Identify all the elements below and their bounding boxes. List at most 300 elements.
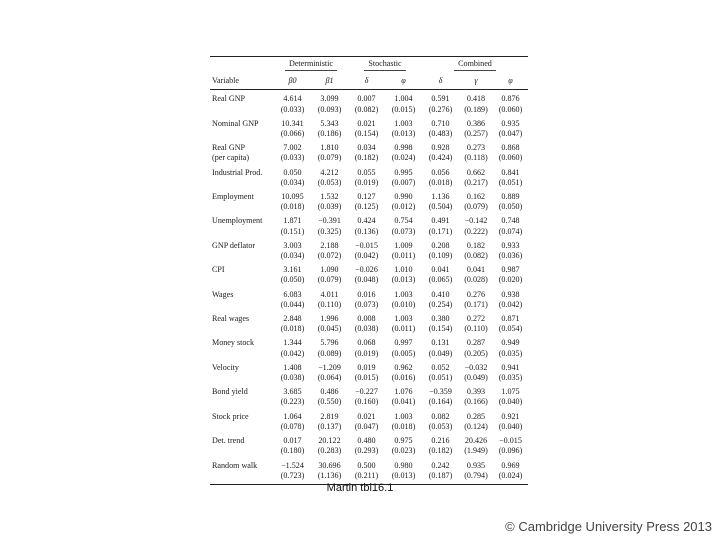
standard-error-cell: (0.205) — [464, 348, 488, 358]
standard-error-cell: (0.189) — [464, 104, 488, 114]
standard-error-cell: (0.024) — [391, 153, 416, 163]
standard-error-cell: (0.211) — [348, 471, 385, 485]
table-row-se — [210, 373, 528, 383]
estimate-cell: −1.209 — [318, 362, 341, 372]
standard-error-cell: (0.042) — [280, 348, 305, 358]
standard-error-cell: (0.483) — [428, 129, 453, 139]
estimate-cell: 1.009 — [394, 240, 413, 250]
table-row — [210, 261, 528, 275]
row-label: Unemployment — [212, 216, 263, 226]
standard-error-cell: (0.047) — [498, 129, 523, 139]
estimate-cell: 0.285 — [466, 411, 486, 421]
standard-error-cell: (0.018) — [280, 324, 305, 334]
standard-error-cell: (0.018) — [391, 421, 416, 431]
row-sublabel — [210, 178, 274, 188]
standard-error-cell: (0.019) — [354, 348, 379, 358]
estimate-cell: −1.524 — [281, 460, 304, 470]
estimate-cell: 0.662 — [466, 167, 486, 177]
table-row — [210, 334, 528, 348]
estimate-cell: 1.076 — [394, 387, 413, 397]
row-sublabel — [210, 227, 274, 237]
estimate-cell: 0.056 — [431, 167, 450, 177]
estimate-cell: −0.015 — [355, 240, 378, 250]
row-label: Bond yield — [212, 387, 248, 397]
standard-error-cell: (0.038) — [354, 324, 379, 334]
standard-error-cell: (0.079) — [317, 153, 342, 163]
standard-error-cell: (0.136) — [354, 226, 379, 236]
estimate-cell: 0.082 — [431, 411, 450, 421]
row-label: Industrial Prod. — [212, 167, 263, 177]
estimate-cell: 1.064 — [283, 411, 302, 421]
standard-error-cell: (0.794) — [459, 471, 493, 485]
table-row-se — [210, 251, 528, 261]
estimate-cell: 0.841 — [501, 167, 520, 177]
estimate-cell: 0.242 — [431, 460, 450, 470]
estimate-cell: 20.426 — [464, 436, 488, 446]
standard-error-cell: (0.020) — [498, 275, 523, 285]
estimate-cell: 0.754 — [394, 216, 413, 226]
standard-error-cell: (0.034) — [280, 251, 305, 261]
estimate-cell: 0.935 — [466, 460, 486, 470]
param-header: β0 — [274, 73, 311, 90]
row-label: Real GNP — [212, 94, 246, 104]
estimate-cell: 0.393 — [466, 387, 486, 397]
row-label: Det. trend — [212, 436, 245, 446]
standard-error-cell: (0.154) — [354, 129, 379, 139]
estimate-cell: 0.272 — [466, 314, 486, 324]
estimate-cell: 0.052 — [431, 362, 450, 372]
standard-error-cell: (0.060) — [498, 153, 523, 163]
estimate-cell: 0.871 — [501, 314, 520, 324]
standard-error-cell: (0.125) — [354, 202, 379, 212]
estimate-cell: 0.962 — [394, 362, 413, 372]
estimate-cell: 0.969 — [501, 460, 520, 470]
estimate-cell: 0.995 — [394, 167, 413, 177]
standard-error-cell: (0.093) — [317, 104, 342, 114]
standard-error-cell: (0.060) — [498, 104, 523, 114]
group-deterministic: Deterministic — [274, 57, 348, 74]
table-row-se — [210, 446, 528, 456]
standard-error-cell: (0.010) — [391, 299, 416, 309]
standard-error-cell: (1.136) — [311, 471, 348, 485]
standard-error-cell: (0.151) — [280, 226, 305, 236]
estimate-cell: 0.928 — [431, 143, 450, 153]
estimate-cell: 1.810 — [320, 143, 339, 153]
estimate-cell: 1.003 — [394, 118, 413, 128]
standard-error-cell: (0.038) — [280, 373, 305, 383]
estimate-cell: 0.998 — [394, 143, 413, 153]
standard-error-cell: (0.050) — [498, 202, 523, 212]
table-row — [210, 212, 528, 226]
row-label: GNP deflator — [212, 240, 256, 250]
estimate-cell: 0.486 — [320, 387, 339, 397]
estimate-cell: 2.848 — [283, 314, 302, 324]
estimate-cell: 1.075 — [501, 387, 520, 397]
standard-error-cell: (0.186) — [317, 129, 342, 139]
estimate-cell: 3.685 — [283, 387, 302, 397]
estimate-cell: 1.003 — [394, 289, 413, 299]
standard-error-cell: (0.109) — [428, 251, 453, 261]
standard-error-cell: (0.118) — [464, 153, 488, 163]
table-row — [210, 286, 528, 300]
estimate-cell: 1.996 — [320, 314, 339, 324]
estimate-cell: 0.007 — [357, 94, 376, 104]
estimate-cell: 4.011 — [320, 289, 339, 299]
param-header: δ — [422, 73, 459, 90]
table-row-se — [210, 397, 528, 407]
standard-error-cell: (0.044) — [280, 299, 305, 309]
estimate-cell: 0.710 — [431, 118, 450, 128]
estimate-cell: 0.949 — [501, 338, 520, 348]
standard-error-cell: (0.217) — [464, 177, 488, 187]
standard-error-cell: (0.079) — [464, 202, 488, 212]
estimate-cell: 0.287 — [466, 338, 486, 348]
standard-error-cell: (0.276) — [428, 104, 453, 114]
estimate-cell: −0.227 — [355, 387, 378, 397]
standard-error-cell: (0.160) — [354, 397, 379, 407]
standard-error-cell: (0.504) — [428, 202, 453, 212]
estimate-cell: 0.008 — [357, 314, 376, 324]
row-label: Random walk — [212, 460, 258, 470]
estimate-cell: 10.095 — [281, 192, 304, 202]
row-label: Stock price — [212, 411, 249, 421]
estimate-cell: 0.131 — [431, 338, 450, 348]
row-label: Money stock — [212, 338, 255, 348]
row-label: CPI — [212, 265, 225, 275]
row-sublabel — [210, 397, 274, 407]
estimate-cell: 0.868 — [501, 143, 520, 153]
standard-error-cell: (0.042) — [498, 299, 523, 309]
row-sublabel — [210, 349, 274, 359]
standard-error-cell: (0.035) — [498, 373, 523, 383]
estimate-cell: 1.004 — [394, 94, 413, 104]
standard-error-cell: (0.064) — [317, 373, 342, 383]
standard-error-cell: (0.066) — [280, 129, 305, 139]
table-row — [210, 237, 528, 251]
standard-error-cell: (0.154) — [428, 324, 453, 334]
standard-error-cell: (0.283) — [317, 446, 342, 456]
estimate-cell: 2.819 — [320, 411, 339, 421]
standard-error-cell: (0.048) — [354, 275, 379, 285]
estimate-cell: 0.041 — [431, 265, 450, 275]
estimate-cell: 5.796 — [320, 338, 339, 348]
standard-error-cell: (0.257) — [464, 129, 488, 139]
estimate-cell: 0.500 — [357, 460, 376, 470]
standard-error-cell: (0.042) — [354, 251, 379, 261]
row-label: Velocity — [212, 362, 239, 372]
standard-error-cell: (0.550) — [317, 397, 342, 407]
standard-error-cell: (0.078) — [280, 421, 305, 431]
table-row — [210, 115, 528, 129]
estimate-cell: 5.343 — [320, 118, 339, 128]
estimate-cell: 0.990 — [394, 192, 413, 202]
estimate-cell: 0.889 — [501, 192, 520, 202]
standard-error-cell: (0.053) — [317, 177, 342, 187]
table-row — [210, 383, 528, 397]
estimate-cell: 1.871 — [283, 216, 302, 226]
table-row — [210, 457, 528, 471]
variable-header: Variable — [210, 73, 274, 90]
estimate-cell: 4.614 — [283, 94, 302, 104]
param-header-row — [210, 73, 528, 90]
standard-error-cell: (0.171) — [428, 226, 453, 236]
estimate-cell: 0.876 — [501, 94, 520, 104]
standard-error-cell: (0.005) — [391, 348, 416, 358]
estimate-cell: 0.987 — [501, 265, 520, 275]
row-sublabel — [210, 129, 274, 139]
standard-error-cell: (0.013) — [391, 129, 416, 139]
estimate-cell: 0.019 — [357, 362, 376, 372]
row-label: Nominal GNP — [212, 118, 259, 128]
estimate-cell: 0.380 — [431, 314, 450, 324]
standard-error-cell: (0.024) — [493, 471, 528, 485]
standard-error-cell: (0.047) — [354, 421, 379, 431]
estimate-cell: 0.162 — [466, 192, 486, 202]
estimate-cell: 0.050 — [283, 167, 302, 177]
estimate-cell: 0.055 — [357, 167, 376, 177]
table-row-se — [210, 227, 528, 237]
table-row — [210, 188, 528, 202]
table-row-se — [210, 178, 528, 188]
standard-error-cell: (0.023) — [391, 446, 416, 456]
estimate-cell: 0.480 — [357, 436, 376, 446]
standard-error-cell: (0.045) — [317, 324, 342, 334]
estimate-cell: 0.068 — [357, 338, 376, 348]
estimate-cell: 0.182 — [466, 240, 486, 250]
estimate-cell: 0.975 — [394, 436, 413, 446]
table-row-se — [210, 153, 528, 163]
estimate-cell: 0.021 — [357, 411, 376, 421]
standard-error-cell: (0.424) — [428, 153, 453, 163]
standard-error-cell: (0.018) — [280, 202, 305, 212]
table-row-se — [210, 300, 528, 310]
row-sublabel — [210, 324, 274, 334]
standard-error-cell: (0.293) — [354, 446, 379, 456]
estimate-cell: 0.021 — [357, 118, 376, 128]
estimate-cell: 30.696 — [318, 460, 341, 470]
estimate-cell: 6.083 — [283, 289, 302, 299]
standard-error-cell: (0.325) — [317, 226, 342, 236]
estimate-cell: 3.161 — [283, 265, 302, 275]
table-row-se — [210, 129, 528, 139]
param-header: φ — [385, 73, 422, 90]
estimate-cell: 0.748 — [501, 216, 520, 226]
standard-error-cell: (0.040) — [498, 421, 523, 431]
standard-error-cell: (0.164) — [428, 397, 453, 407]
estimate-cell: −0.026 — [355, 265, 378, 275]
estimate-cell: 0.980 — [394, 460, 413, 470]
row-sublabel — [210, 373, 274, 383]
table-row — [210, 359, 528, 373]
standard-error-cell: (0.137) — [317, 421, 342, 431]
estimate-cell: 0.034 — [357, 143, 376, 153]
standard-error-cell: (0.223) — [280, 397, 305, 407]
table-row — [210, 432, 528, 446]
estimate-cell: 0.273 — [466, 143, 486, 153]
estimate-cell: 0.017 — [283, 436, 302, 446]
estimate-cell: 1.408 — [283, 362, 302, 372]
row-label: Employment — [212, 192, 254, 202]
estimate-cell: 0.935 — [501, 118, 520, 128]
table-row-se — [210, 422, 528, 432]
estimate-cell: 0.127 — [357, 192, 376, 202]
standard-error-cell: (0.050) — [280, 275, 305, 285]
standard-error-cell: (0.051) — [428, 373, 453, 383]
row-sublabel — [210, 105, 274, 115]
standard-error-cell: (0.082) — [464, 251, 488, 261]
slide-caption: Martin tbl16.1 — [326, 482, 394, 494]
standard-error-cell: (0.016) — [391, 373, 416, 383]
standard-error-cell: (0.182) — [354, 153, 379, 163]
group-combined: Combined — [422, 57, 528, 74]
standard-error-cell: (0.013) — [391, 275, 416, 285]
estimate-cell: 0.591 — [431, 94, 450, 104]
standard-error-cell: (0.065) — [428, 275, 453, 285]
standard-error-cell: (0.074) — [498, 226, 523, 236]
table-row — [210, 310, 528, 324]
row-label: Real GNP — [212, 143, 246, 153]
table-body — [210, 90, 528, 485]
row-sublabel: (per capita) — [212, 153, 250, 163]
standard-error-cell: (0.013) — [385, 471, 422, 485]
estimate-cell: −0.391 — [318, 216, 341, 226]
estimate-cell: 1.010 — [394, 265, 413, 275]
estimate-cell: −0.142 — [464, 216, 488, 226]
estimate-cell: 1.136 — [431, 192, 450, 202]
standard-error-cell: (0.019) — [354, 177, 379, 187]
standard-error-cell: (0.012) — [391, 202, 416, 212]
table-row-se — [210, 202, 528, 212]
standard-error-cell: (0.110) — [317, 299, 342, 309]
table-row-se — [210, 275, 528, 285]
standard-error-cell: (0.035) — [498, 348, 523, 358]
row-sublabel — [210, 446, 274, 456]
standard-error-cell: (0.222) — [464, 226, 488, 236]
standard-error-cell: (0.028) — [464, 275, 488, 285]
standard-error-cell: (0.180) — [280, 446, 305, 456]
estimate-cell: −0.032 — [464, 362, 488, 372]
estimate-cell: 2.188 — [320, 240, 339, 250]
standard-error-cell: (0.018) — [428, 177, 453, 187]
estimate-cell: 0.386 — [466, 118, 486, 128]
standard-error-cell: (0.187) — [422, 471, 459, 485]
estimate-cell: −0.015 — [499, 436, 522, 446]
standard-error-cell: (0.034) — [280, 177, 305, 187]
estimate-cell: −0.359 — [429, 387, 452, 397]
estimate-cell: 0.997 — [394, 338, 413, 348]
standard-error-cell: (0.041) — [391, 397, 416, 407]
standard-error-cell: (0.254) — [428, 299, 453, 309]
estimate-cell: 1.003 — [394, 411, 413, 421]
table-row — [210, 408, 528, 422]
standard-error-cell: (0.110) — [464, 324, 488, 334]
standard-error-cell: (0.040) — [498, 397, 523, 407]
standard-error-cell: (0.015) — [354, 373, 379, 383]
param-header: β1 — [311, 73, 348, 90]
param-header: δ — [348, 73, 385, 90]
estimate-cell: 1.344 — [283, 338, 302, 348]
group-header-row — [210, 57, 528, 74]
table-row-se — [210, 324, 528, 334]
estimate-cell: 0.921 — [501, 411, 520, 421]
estimate-cell: 3.003 — [283, 240, 302, 250]
standard-error-cell: (0.182) — [428, 446, 453, 456]
estimate-cell: 0.410 — [431, 289, 450, 299]
estimate-cell: 20.122 — [318, 436, 341, 446]
standard-error-cell: (0.051) — [498, 177, 523, 187]
standard-error-cell: (0.015) — [391, 104, 416, 114]
estimate-cell: 0.016 — [357, 289, 376, 299]
estimate-cell: 0.491 — [431, 216, 450, 226]
standard-error-cell: (0.089) — [317, 348, 342, 358]
standard-error-cell: (0.049) — [464, 373, 488, 383]
standard-error-cell: (0.033) — [280, 153, 305, 163]
estimate-cell: 0.941 — [501, 362, 520, 372]
param-header: γ — [459, 73, 493, 90]
param-header: φ — [493, 73, 528, 90]
standard-error-cell: (0.082) — [354, 104, 379, 114]
table-row — [210, 139, 528, 153]
standard-error-cell: (0.049) — [428, 348, 453, 358]
standard-error-cell: (1.949) — [464, 446, 488, 456]
standard-error-cell: (0.011) — [391, 324, 416, 334]
estimate-cell: 0.938 — [501, 289, 520, 299]
estimate-cell: 0.424 — [357, 216, 376, 226]
standard-error-cell: (0.036) — [498, 251, 523, 261]
copyright-notice: © Cambridge University Press 2013 — [505, 519, 712, 534]
standard-error-cell: (0.011) — [391, 251, 416, 261]
standard-error-cell: (0.166) — [464, 397, 488, 407]
standard-error-cell: (0.053) — [428, 421, 453, 431]
estimate-cell: 0.276 — [466, 289, 486, 299]
estimate-cell: 0.208 — [431, 240, 450, 250]
estimate-cell: 10.341 — [281, 118, 304, 128]
estimate-cell: 1.090 — [320, 265, 339, 275]
row-sublabel — [210, 422, 274, 432]
estimate-cell: 0.933 — [501, 240, 520, 250]
standard-error-cell: (0.054) — [498, 324, 523, 334]
standard-error-cell: (0.073) — [391, 226, 416, 236]
standard-error-cell: (0.039) — [317, 202, 342, 212]
standard-error-cell: (0.033) — [280, 104, 305, 114]
row-sublabel — [210, 300, 274, 310]
estimate-cell: 1.532 — [320, 192, 339, 202]
standard-error-cell: (0.072) — [317, 251, 342, 261]
table-row — [210, 90, 528, 105]
standard-error-cell: (0.079) — [317, 275, 342, 285]
estimate-cell: 0.216 — [431, 436, 450, 446]
table-row — [210, 164, 528, 178]
standard-error-cell: (0.124) — [464, 421, 488, 431]
row-sublabel — [210, 202, 274, 212]
standard-error-cell: (0.096) — [498, 446, 523, 456]
estimate-cell: 0.418 — [466, 94, 486, 104]
group-stochastic: Stochastic — [348, 57, 422, 74]
estimate-cell: 3.099 — [320, 94, 339, 104]
standard-error-cell: (0.073) — [354, 299, 379, 309]
standard-error-cell: (0.007) — [391, 177, 416, 187]
estimate-cell: 7.002 — [283, 143, 302, 153]
estimate-cell: 1.003 — [394, 314, 413, 324]
table-row-se — [210, 349, 528, 359]
standard-error-cell: (0.723) — [274, 471, 311, 485]
estimate-cell: 0.041 — [466, 265, 486, 275]
row-label: Wages — [212, 289, 234, 299]
row-label: Real wages — [212, 314, 250, 324]
standard-error-cell: (0.171) — [464, 299, 488, 309]
estimates-table — [210, 56, 528, 485]
row-sublabel — [210, 251, 274, 261]
